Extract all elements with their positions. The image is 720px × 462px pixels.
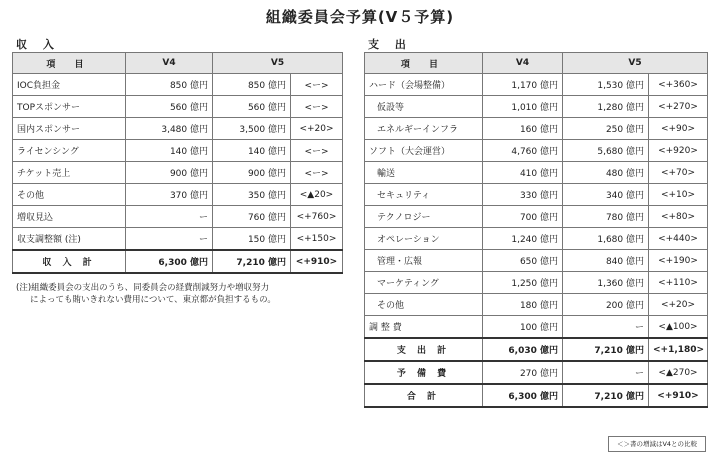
v4-value: 1,250 億円: [483, 272, 563, 294]
item-label: チケット売上: [13, 162, 126, 184]
item-label: 国内スポンサー: [13, 118, 126, 140]
v5-value: 760 億円: [213, 206, 291, 228]
income-row: [13, 184, 343, 206]
income-header-v5: V5: [213, 53, 343, 74]
diff-value: <ー>: [291, 96, 343, 118]
v4-value: ー: [126, 228, 213, 251]
diff-value: <▲100>: [649, 316, 708, 339]
item-label: 収支調整額 (注): [13, 228, 126, 251]
v4-value: 900 億円: [126, 162, 213, 184]
v5-value: 250 億円: [563, 118, 649, 140]
expense-total-row: [365, 384, 708, 407]
v5-value: 480 億円: [563, 162, 649, 184]
expense-row: [365, 162, 708, 184]
income-row: [13, 140, 343, 162]
income-row: [13, 118, 343, 140]
item-label: 輸送: [365, 162, 483, 184]
footnote: [16, 282, 276, 306]
footnote-line-1: (注)組織委員会の支出のうち、同委員会の経費削減努力や増収努力: [16, 283, 270, 293]
item-label: 収 入 計: [13, 250, 126, 273]
v4-value: 650 億円: [483, 250, 563, 272]
item-label: 調 整 費: [365, 316, 483, 339]
item-label: ソフト（大会運営）: [365, 140, 483, 162]
expense-row: [365, 228, 708, 250]
income-heading: 収 入: [16, 38, 60, 51]
v5-value: 780 億円: [563, 206, 649, 228]
expense-header-v4: V4: [483, 53, 563, 74]
expense-row: [365, 118, 708, 140]
item-label: ライセンシング: [13, 140, 126, 162]
income-row: [13, 206, 343, 228]
diff-value: <ー>: [291, 74, 343, 96]
expense-table: [364, 52, 708, 408]
item-label: 増収見込: [13, 206, 126, 228]
income-header-row: [13, 53, 343, 74]
diff-value: <+150>: [291, 228, 343, 251]
comparison-legend: ＜＞書の増減はV4との比較: [608, 436, 706, 452]
income-row: [13, 162, 343, 184]
v4-value: ー: [126, 206, 213, 228]
footnote-line-2: によっても賄いきれない費用について、東京都が負担するもの。: [30, 295, 276, 305]
v4-value: 160 億円: [483, 118, 563, 140]
item-label: 予 備 費: [365, 361, 483, 384]
v4-value: 6,300 億円: [483, 384, 563, 407]
diff-value: <+10>: [649, 184, 708, 206]
expense-row: [365, 140, 708, 162]
expense-row: [365, 74, 708, 96]
diff-value: <+920>: [649, 140, 708, 162]
v5-value: 7,210 億円: [213, 250, 291, 273]
income-header-item: 項 目: [13, 53, 126, 74]
v5-value: 5,680 億円: [563, 140, 649, 162]
v5-value: 150 億円: [213, 228, 291, 251]
v5-value: 140 億円: [213, 140, 291, 162]
v4-value: 700 億円: [483, 206, 563, 228]
item-label: エネルギーインフラ: [365, 118, 483, 140]
v4-value: 6,030 億円: [483, 338, 563, 361]
diff-value: <+360>: [649, 74, 708, 96]
v5-value: 200 億円: [563, 294, 649, 316]
v5-value: 350 億円: [213, 184, 291, 206]
v5-value: 850 億円: [213, 74, 291, 96]
v4-value: 180 億円: [483, 294, 563, 316]
v4-value: 1,240 億円: [483, 228, 563, 250]
v5-value: 840 億円: [563, 250, 649, 272]
item-label: その他: [13, 184, 126, 206]
income-table: [12, 52, 343, 274]
diff-value: <+110>: [649, 272, 708, 294]
v4-value: 100 億円: [483, 316, 563, 339]
diff-value: <▲20>: [291, 184, 343, 206]
expense-row: [365, 250, 708, 272]
expense-row: [365, 272, 708, 294]
diff-value: <+910>: [649, 384, 708, 407]
v5-value: 7,210 億円: [563, 384, 649, 407]
diff-value: <+440>: [649, 228, 708, 250]
v4-value: 6,300 億円: [126, 250, 213, 273]
diff-value: <+80>: [649, 206, 708, 228]
diff-value: <ー>: [291, 162, 343, 184]
v4-value: 4,760 億円: [483, 140, 563, 162]
diff-value: <+1,180>: [649, 338, 708, 361]
v4-value: 370 億円: [126, 184, 213, 206]
v5-value: 3,500 億円: [213, 118, 291, 140]
v4-value: 1,170 億円: [483, 74, 563, 96]
income-header-v4: V4: [126, 53, 213, 74]
expense-row: [365, 184, 708, 206]
page-title: 組織委員会予算(V５予算): [265, 8, 455, 26]
v5-value: 560 億円: [213, 96, 291, 118]
expense-subtotal-row: [365, 338, 708, 361]
income-row: [13, 74, 343, 96]
item-label: マーケティング: [365, 272, 483, 294]
v4-value: 560 億円: [126, 96, 213, 118]
expense-header-v5: V5: [563, 53, 708, 74]
item-label: 合 計: [365, 384, 483, 407]
diff-value: <+70>: [649, 162, 708, 184]
expense-reserve-row: [365, 361, 708, 384]
v5-value: 7,210 億円: [563, 338, 649, 361]
v4-value: 330 億円: [483, 184, 563, 206]
expense-row: [365, 206, 708, 228]
item-label: IOC負担金: [13, 74, 126, 96]
v4-value: 850 億円: [126, 74, 213, 96]
diff-value: <+20>: [291, 118, 343, 140]
diff-value: <+190>: [649, 250, 708, 272]
income-row: [13, 96, 343, 118]
item-label: 仮設等: [365, 96, 483, 118]
item-label: TOPスポンサー: [13, 96, 126, 118]
v5-value: 1,360 億円: [563, 272, 649, 294]
v5-value: 900 億円: [213, 162, 291, 184]
v5-value: ー: [563, 316, 649, 339]
diff-value: <ー>: [291, 140, 343, 162]
expense-header-row: [365, 53, 708, 74]
expense-row: [365, 96, 708, 118]
diff-value: <+760>: [291, 206, 343, 228]
income-total-row: [13, 250, 343, 273]
v4-value: 410 億円: [483, 162, 563, 184]
item-label: ハード（会場整備）: [365, 74, 483, 96]
diff-value: <+910>: [291, 250, 343, 273]
v5-value: 340 億円: [563, 184, 649, 206]
item-label: 管理・広報: [365, 250, 483, 272]
expense-row: [365, 316, 708, 339]
v4-value: 140 億円: [126, 140, 213, 162]
item-label: 支 出 計: [365, 338, 483, 361]
expense-row: [365, 294, 708, 316]
expense-header-item: 項 目: [365, 53, 483, 74]
diff-value: <+270>: [649, 96, 708, 118]
diff-value: <+20>: [649, 294, 708, 316]
v5-value: 1,280 億円: [563, 96, 649, 118]
item-label: その他: [365, 294, 483, 316]
v4-value: 3,480 億円: [126, 118, 213, 140]
diff-value: <▲270>: [649, 361, 708, 384]
v5-value: ー: [563, 361, 649, 384]
v5-value: 1,680 億円: [563, 228, 649, 250]
v4-value: 1,010 億円: [483, 96, 563, 118]
item-label: セキュリティ: [365, 184, 483, 206]
v5-value: 1,530 億円: [563, 74, 649, 96]
expense-heading: 支 出: [368, 38, 412, 51]
income-row: [13, 228, 343, 251]
item-label: テクノロジー: [365, 206, 483, 228]
diff-value: <+90>: [649, 118, 708, 140]
item-label: オペレーション: [365, 228, 483, 250]
v4-value: 270 億円: [483, 361, 563, 384]
